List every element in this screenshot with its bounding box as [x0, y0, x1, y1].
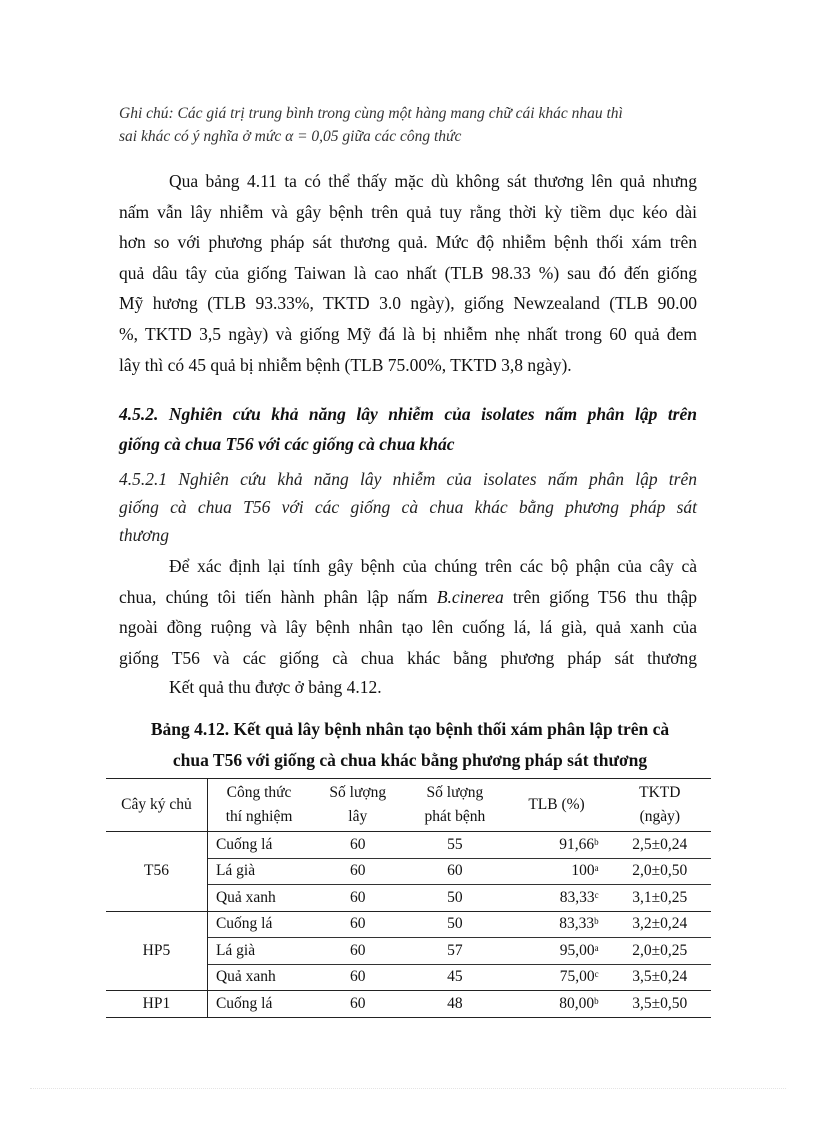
paragraph-line: ngoài đồng ruộng và lây bệnh nhân tạo lên cuống lá, lá già, quả xanh của — [119, 617, 697, 638]
heading-line: 4.5.2. Nghiên cứu khả năng lây nhiễm của isolates nấm phân lập trên — [119, 404, 697, 424]
paragraph-line: nấm vẫn lây nhiễm và gây bệnh trên quả tuy rằng thời kỳ tiềm dục kéo dài — [119, 201, 697, 222]
heading-line: giống cà chua T56 với các giống cà chua khác — [119, 434, 455, 454]
significance-letter: b — [594, 995, 599, 1006]
formula-cell: Cuống lá — [215, 915, 273, 933]
paragraph-line — [119, 582, 697, 613]
page-footer-divider — [30, 1088, 786, 1089]
header-diseased: Số lượng phát bệnh — [424, 784, 486, 825]
tktd-cell: 3,2±0,24 — [632, 915, 688, 933]
diseased-cell: 55 — [447, 835, 463, 853]
host-cell: T56 — [106, 832, 207, 912]
formula-cell: Lá già — [207, 858, 310, 885]
tlb-cell: 75,00$^c$ — [504, 964, 608, 991]
inoculated-cell: 60 — [310, 964, 405, 991]
paragraph-line: Để xác định lại tính gây bệnh của chúng trên các bộ phận của cây cà — [169, 556, 697, 576]
header-inoculated: Số lượng lây — [329, 784, 387, 825]
tktd-cell: 2,0±0,25 — [609, 938, 711, 965]
subheading-line: giống cà chua T56 với các giống cà chua khác bằng phương pháp sát — [119, 497, 697, 517]
header-tlb: TLB (%) — [528, 796, 585, 813]
table-footnote — [119, 102, 719, 148]
tlb-cell: 100$^a$ — [504, 858, 608, 885]
host-cell: HP1 — [106, 991, 207, 1018]
table-row — [106, 911, 711, 938]
tlb-cell: 95,00$^a$ — [504, 938, 608, 965]
tktd-cell: 3,1±0,25 — [609, 885, 711, 912]
paragraph-line: lây thì có 45 quả bị nhiễm bệnh (TLB 75.00%, TKTD 3,8 ngày). — [119, 354, 572, 375]
formula-cell: Cuống lá — [215, 835, 273, 853]
diseased-cell: 57 — [405, 938, 504, 965]
method-paragraph — [119, 551, 697, 673]
table-header-row — [106, 779, 711, 832]
result-intro — [119, 672, 697, 703]
species-name: B.cinerea — [436, 586, 504, 607]
significance-letter: b — [594, 916, 599, 927]
header-formula: Công thức thí nghiệm — [225, 784, 293, 825]
significance-letter: b — [594, 836, 599, 847]
inoculated-cell: 60 — [310, 885, 405, 912]
inoculated-cell: 60 — [310, 858, 405, 885]
paragraph-text: trên giống T56 thu thập — [503, 586, 697, 607]
subheading-line: thương — [119, 525, 169, 545]
tlb-cell: 83,33$^b$ — [559, 915, 599, 933]
paragraph-line: Mỹ hương (TLB 93.33%, TKTD 3.0 ngày), giống Newzealand (TLB 90.00 — [119, 293, 697, 314]
paragraph-text: chua, chúng tôi tiến hành phân lập nấm — [119, 586, 437, 607]
subheading-line: 4.5.2.1 Nghiên cứu khả năng lây nhiễm của isolates nấm phân lập trên — [119, 469, 697, 489]
diseased-cell: 50 — [405, 885, 504, 912]
diseased-cell: 48 — [447, 994, 463, 1012]
diseased-cell: 50 — [447, 915, 463, 933]
caption-line: Bảng 4.12. Kết quả lây bệnh nhân tạo bệnh thối xám phân lập trên cà — [150, 719, 670, 739]
tktd-cell: 2,0±0,50 — [609, 858, 711, 885]
discussion-paragraph — [119, 166, 697, 380]
formula-cell: Lá già — [207, 938, 310, 965]
significance-letter: a — [594, 942, 599, 953]
significance-letter: a — [594, 863, 599, 874]
diseased-cell: 45 — [405, 964, 504, 991]
section-heading — [119, 399, 697, 459]
tktd-cell: 3,5±0,50 — [632, 994, 688, 1012]
inoculated-cell: 60 — [350, 915, 366, 933]
paragraph-line: quả dâu tây của giống Taiwan là cao nhất (TLB 98.33 %) sau đó đến giống — [119, 262, 697, 283]
table-caption — [110, 714, 710, 776]
results-table — [106, 778, 711, 1018]
significance-letter: c — [594, 969, 599, 980]
paragraph-line: Qua bảng 4.11 ta có thể thấy mặc dù không sát thương lên quả nhưng — [169, 171, 697, 191]
tlb-cell: 91,66$^b$ — [559, 835, 599, 853]
tlb-cell: 83,33$^c$ — [504, 885, 608, 912]
caption-line: chua T56 với giống cà chua khác bằng phương pháp sát thương — [172, 750, 648, 770]
subsection-heading — [119, 465, 697, 549]
inoculated-cell: 60 — [350, 835, 366, 853]
tlb-cell: 80,00$^b$ — [559, 994, 599, 1012]
significance-letter: c — [594, 889, 599, 900]
paragraph-line: hơn so với phương pháp sát thương quả. Mức độ nhiễm bệnh thối xám trên — [119, 232, 697, 253]
tktd-cell: 3,5±0,24 — [609, 964, 711, 991]
footnote-line: sai khác có ý nghĩa ở mức α = 0,05 giữa các công thức — [119, 128, 462, 145]
footnote-line: Ghi chú: Các giá trị trung bình trong cùng một hàng mang chữ cái khác nhau thì — [119, 105, 623, 122]
paragraph-line: Kết quả thu được ở bảng 4.12. — [169, 677, 382, 697]
formula-cell: Cuống lá — [215, 994, 273, 1012]
tktd-cell: 2,5±0,24 — [632, 835, 688, 853]
inoculated-cell: 60 — [350, 994, 366, 1012]
table-row — [106, 991, 711, 1018]
diseased-cell: 60 — [405, 858, 504, 885]
formula-cell: Quả xanh — [207, 885, 310, 912]
header-tktd: TKTD (ngày) — [639, 784, 681, 825]
table-row — [106, 832, 711, 859]
paragraph-line: giống T56 và các giống cà chua khác bằng phương pháp sát thương — [119, 647, 697, 668]
paragraph-line: %, TKTD 3,5 ngày) và giống Mỹ đá là bị nhiễm nhẹ nhất trong 60 quả đem — [119, 323, 697, 344]
header-host: Cây ký chủ — [106, 779, 207, 832]
inoculated-cell: 60 — [310, 938, 405, 965]
host-cell: HP5 — [106, 911, 207, 991]
formula-cell: Quả xanh — [207, 964, 310, 991]
